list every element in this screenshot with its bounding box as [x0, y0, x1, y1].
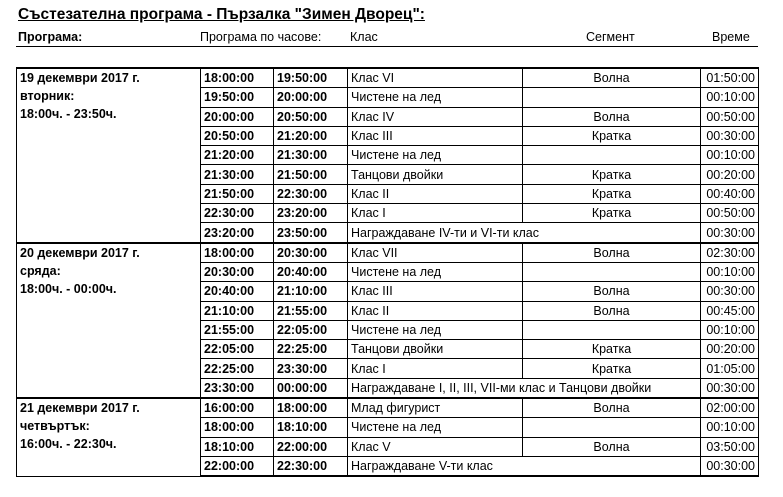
start-time: 20:30:00 — [201, 262, 274, 281]
duration: 00:10:00 — [701, 262, 759, 281]
start-time: 20:00:00 — [201, 107, 274, 126]
duration: 00:10:00 — [701, 320, 759, 339]
duration: 01:50:00 — [701, 68, 759, 88]
end-time: 21:50:00 — [274, 165, 348, 184]
start-time: 18:10:00 — [201, 437, 274, 456]
class-name: Чистене на лед — [348, 262, 523, 281]
duration: 00:10:00 — [701, 146, 759, 165]
header-schedule: Програма по часове: — [200, 30, 322, 44]
duration: 00:30:00 — [701, 126, 759, 145]
end-time: 20:50:00 — [274, 107, 348, 126]
segment: Волна — [523, 68, 701, 88]
start-time: 22:05:00 — [201, 340, 274, 359]
start-time: 20:50:00 — [201, 126, 274, 145]
segment: Волна — [523, 398, 701, 418]
day-hours: 18:00ч. - 00:00ч. — [20, 281, 117, 296]
class-name: Клас III — [348, 126, 523, 145]
duration: 00:20:00 — [701, 165, 759, 184]
class-name: Клас III — [348, 282, 523, 301]
duration: 00:10:00 — [701, 88, 759, 107]
day-hours: 16:00ч. - 22:30ч. — [20, 437, 117, 452]
end-time: 22:00:00 — [274, 437, 348, 456]
day-date: 21 декември 2017 г. — [20, 401, 140, 416]
day-cell — [17, 68, 201, 243]
end-time: 23:20:00 — [274, 204, 348, 223]
day-weekday: сряда: — [20, 263, 61, 278]
header-time: Време — [712, 30, 750, 44]
schedule-table — [16, 67, 759, 477]
segment: Кратка — [523, 340, 701, 359]
duration: 00:30:00 — [701, 282, 759, 301]
header-program: Програма: — [18, 30, 83, 44]
start-time: 18:00:00 — [201, 243, 274, 263]
end-time: 21:20:00 — [274, 126, 348, 145]
segment: Волна — [523, 301, 701, 320]
duration: 00:50:00 — [701, 204, 759, 223]
start-time: 22:00:00 — [201, 456, 274, 476]
end-time: 18:10:00 — [274, 418, 348, 437]
schedule-row — [17, 68, 759, 88]
duration: 00:30:00 — [701, 223, 759, 243]
end-time: 23:50:00 — [274, 223, 348, 243]
schedule-row — [17, 398, 759, 418]
end-time: 23:30:00 — [274, 359, 348, 378]
duration: 00:30:00 — [701, 378, 759, 398]
day-weekday: вторник: — [20, 89, 75, 103]
duration: 00:30:00 — [701, 456, 759, 476]
end-time: 22:30:00 — [274, 456, 348, 476]
schedule-row — [17, 243, 759, 263]
header-segment: Сегмент — [586, 30, 635, 44]
day-hours: 18:00ч. - 23:50ч. — [20, 107, 117, 121]
class-name: Клас I — [348, 359, 523, 378]
end-time: 00:00:00 — [274, 378, 348, 398]
start-time: 21:50:00 — [201, 184, 274, 203]
day-date: 19 декември 2017 г. — [20, 71, 140, 85]
day-date: 20 декември 2017 г. — [20, 245, 140, 260]
end-time: 21:30:00 — [274, 146, 348, 165]
duration: 03:50:00 — [701, 437, 759, 456]
class-name: Клас VII — [348, 243, 523, 263]
duration: 00:40:00 — [701, 184, 759, 203]
class-name: Клас VI — [348, 68, 523, 88]
end-time: 22:25:00 — [274, 340, 348, 359]
header-divider — [16, 46, 758, 47]
segment — [523, 146, 701, 165]
class-name: Танцови двойки — [348, 340, 523, 359]
class-name: Чистене на лед — [348, 320, 523, 339]
segment: Кратка — [523, 165, 701, 184]
segment — [523, 418, 701, 437]
class-name: Клас I — [348, 204, 523, 223]
duration: 02:00:00 — [701, 398, 759, 418]
duration: 00:45:00 — [701, 301, 759, 320]
class-name: Награждаване I, II, III, VII-ми клас и Танцови двойки — [348, 378, 701, 398]
start-time: 23:20:00 — [201, 223, 274, 243]
class-name: Клас V — [348, 437, 523, 456]
class-name: Клас II — [348, 184, 523, 203]
end-time: 21:55:00 — [274, 301, 348, 320]
end-time: 18:00:00 — [274, 398, 348, 418]
duration: 00:50:00 — [701, 107, 759, 126]
start-time: 19:50:00 — [201, 88, 274, 107]
class-name: Чистене на лед — [348, 146, 523, 165]
class-name: Млад фигурист — [348, 398, 523, 418]
start-time: 21:30:00 — [201, 165, 274, 184]
start-time: 16:00:00 — [201, 398, 274, 418]
end-time: 20:00:00 — [274, 88, 348, 107]
class-name: Танцови двойки — [348, 165, 523, 184]
day-weekday: четвъртък: — [20, 419, 90, 434]
segment: Волна — [523, 243, 701, 263]
end-time: 20:30:00 — [274, 243, 348, 263]
duration: 02:30:00 — [701, 243, 759, 263]
segment — [523, 88, 701, 107]
duration: 01:05:00 — [701, 359, 759, 378]
class-name: Клас IV — [348, 107, 523, 126]
segment: Кратка — [523, 126, 701, 145]
day-cell — [17, 398, 201, 476]
start-time: 22:30:00 — [201, 204, 274, 223]
duration: 00:20:00 — [701, 340, 759, 359]
segment — [523, 262, 701, 281]
class-name: Чистене на лед — [348, 418, 523, 437]
class-name: Чистене на лед — [348, 88, 523, 107]
start-time: 21:55:00 — [201, 320, 274, 339]
start-time: 18:00:00 — [201, 68, 274, 88]
start-time: 18:00:00 — [201, 418, 274, 437]
segment: Кратка — [523, 204, 701, 223]
start-time: 21:20:00 — [201, 146, 274, 165]
duration: 00:10:00 — [701, 418, 759, 437]
end-time: 22:05:00 — [274, 320, 348, 339]
end-time: 19:50:00 — [274, 68, 348, 88]
segment: Волна — [523, 282, 701, 301]
segment: Кратка — [523, 184, 701, 203]
end-time: 21:10:00 — [274, 282, 348, 301]
start-time: 20:40:00 — [201, 282, 274, 301]
segment — [523, 320, 701, 339]
start-time: 22:25:00 — [201, 359, 274, 378]
day-cell — [17, 243, 201, 398]
segment: Волна — [523, 107, 701, 126]
start-time: 23:30:00 — [201, 378, 274, 398]
end-time: 20:40:00 — [274, 262, 348, 281]
segment: Волна — [523, 437, 701, 456]
start-time: 21:10:00 — [201, 301, 274, 320]
end-time: 22:30:00 — [274, 184, 348, 203]
header-class: Клас — [350, 30, 378, 44]
class-name: Награждаване V-ти клас — [348, 456, 701, 476]
class-name: Клас II — [348, 301, 523, 320]
segment: Кратка — [523, 359, 701, 378]
page-title: Състезателна програма - Пързалка "Зимен Дворец": — [18, 6, 425, 23]
class-name: Награждаване IV-ти и VI-ти клас — [348, 223, 701, 243]
